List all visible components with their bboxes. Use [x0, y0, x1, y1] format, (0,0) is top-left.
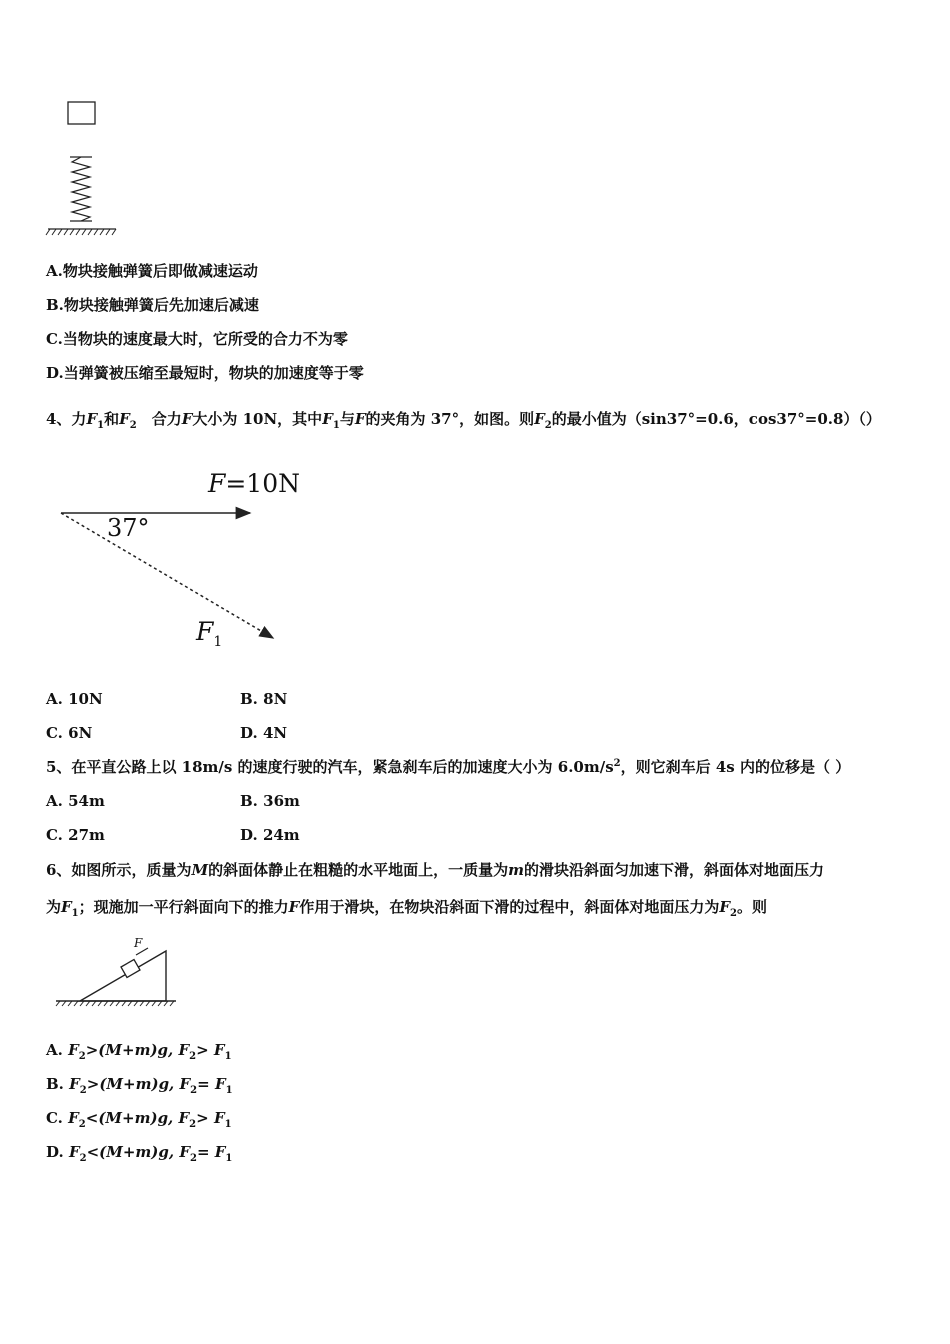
- option-text: >: [196, 1109, 214, 1127]
- symbol: m: [508, 861, 524, 879]
- subscript: 2: [544, 420, 552, 431]
- option-letter: B.: [46, 296, 64, 314]
- q4-option-c: [46, 723, 92, 743]
- symbol: F: [719, 898, 730, 916]
- symbol: F: [354, 410, 366, 428]
- stem-text: ；现施加一平行斜面向下的推力: [78, 898, 289, 916]
- subscript: 2: [78, 1051, 86, 1062]
- q4-option-b: [240, 689, 287, 709]
- symbol: F: [196, 617, 214, 646]
- q5-option-b: [240, 791, 300, 811]
- symbol: F: [213, 1041, 225, 1059]
- option-text: 6N: [68, 724, 93, 742]
- symbol: F: [119, 410, 130, 428]
- symbol: F: [214, 1143, 226, 1161]
- q6-option-d: [46, 1142, 232, 1162]
- option-letter: D.: [240, 724, 258, 742]
- stem-text: 的夹角为 37°，如图。则: [365, 410, 535, 428]
- q3-option-d: [46, 363, 364, 383]
- option-letter: D.: [240, 826, 258, 844]
- force-f1-label: [196, 617, 223, 650]
- subscript: 1: [332, 420, 340, 431]
- option-letter: C.: [46, 330, 63, 348]
- q6-option-a: [46, 1040, 232, 1060]
- value: =10N: [225, 469, 300, 498]
- spring-block-figure: [40, 95, 130, 240]
- symbol: F: [86, 410, 98, 428]
- stem-text: 为: [46, 898, 62, 916]
- force-f-label: [208, 469, 300, 498]
- option-text: 24m: [262, 826, 300, 844]
- option-text: 10N: [68, 690, 103, 708]
- q5-option-d: [240, 825, 300, 845]
- option-text: 8N: [263, 690, 288, 708]
- block: [68, 102, 95, 124]
- subscript: 1: [213, 634, 223, 650]
- symbol: F: [68, 1143, 80, 1161]
- option-letter: D.: [46, 1143, 64, 1161]
- subscript: 2: [729, 908, 737, 919]
- q6-option-b: [46, 1074, 233, 1094]
- q4-option-a: [46, 689, 103, 709]
- option-letter: C.: [46, 1109, 63, 1127]
- symbol: M: [191, 861, 209, 879]
- symbol: F: [68, 1109, 79, 1127]
- subscript: 2: [189, 1119, 197, 1130]
- subscript: 1: [71, 908, 79, 919]
- option-text: >: [196, 1041, 214, 1059]
- option-text: <(M+m)g,: [86, 1143, 180, 1161]
- symbol: F: [214, 1075, 226, 1093]
- option-text: 物块接触弹簧后即做减速运动: [62, 262, 258, 280]
- stem-text: 和: [104, 410, 120, 428]
- option-letter: B.: [46, 1075, 64, 1093]
- symbol: F: [213, 1109, 225, 1127]
- q6-option-c: [46, 1108, 232, 1128]
- option-letter: C.: [46, 826, 63, 844]
- stem-text: 的最小值为（sin37°=0.6，cos37°=0.8）（）: [551, 410, 881, 428]
- subscript: 2: [79, 1153, 87, 1164]
- option-text: 54m: [68, 792, 105, 810]
- stem-text: 合力: [136, 410, 182, 428]
- q3-option-a: [46, 261, 258, 281]
- subscript: 2: [129, 420, 137, 431]
- option-letter: A.: [46, 690, 63, 708]
- option-text: =: [196, 1143, 215, 1161]
- symbol: F: [178, 1109, 190, 1127]
- q6-stem-line2: [46, 897, 767, 917]
- symbol: F: [69, 1075, 80, 1093]
- option-text: 物块接触弹簧后先加速后减速: [63, 296, 259, 314]
- stem-text: 与: [339, 410, 355, 428]
- spring-coil: [72, 157, 90, 221]
- symbol: F: [179, 1143, 190, 1161]
- symbol: F: [534, 410, 545, 428]
- subscript: 2: [78, 1119, 86, 1130]
- stem-text: 。则: [736, 898, 767, 916]
- option-letter: D.: [46, 364, 64, 382]
- option-text: 当弹簧被压缩至最短时，物块的加速度等于零: [63, 364, 364, 382]
- subscript: 1: [225, 1085, 233, 1096]
- superscript: 2: [613, 758, 621, 769]
- subscript: 1: [224, 1051, 232, 1062]
- option-letter: C.: [46, 724, 63, 742]
- incline: [80, 951, 166, 1001]
- option-text: 36m: [263, 792, 300, 810]
- symbol: F: [178, 1041, 190, 1059]
- stem-text: 4、力: [46, 410, 87, 428]
- option-text: 4N: [262, 724, 288, 742]
- subscript: 2: [79, 1085, 87, 1096]
- subscript: 1: [97, 420, 105, 431]
- stem-text: 大小为 10N，其中: [192, 410, 323, 428]
- option-text: 当物块的速度最大时，它所受的合力不为零: [62, 330, 348, 348]
- q3-option-b: [46, 295, 259, 315]
- symbol: F: [179, 1075, 191, 1093]
- subscript: 2: [189, 1051, 197, 1062]
- symbol: F: [181, 410, 193, 428]
- stem-text: 6、如图所示，质量为: [46, 861, 192, 879]
- symbol: F: [68, 1041, 79, 1059]
- stem-text: 作用于滑块，在物块沿斜面下滑的过程中，斜面体对地面压力为: [299, 898, 720, 916]
- subscript: 2: [190, 1085, 198, 1096]
- symbol: F: [288, 898, 300, 916]
- option-text: 27m: [68, 826, 105, 844]
- q5-option-a: [46, 791, 105, 811]
- subscript: 1: [225, 1153, 233, 1164]
- option-text: <(M+m)g,: [85, 1109, 179, 1127]
- option-text: >(M+m)g,: [85, 1041, 179, 1059]
- option-letter: A.: [46, 1041, 63, 1059]
- push-force-label: F: [134, 936, 143, 950]
- stem-text: 的斜面体静止在粗糙的水平地面上，一质量为: [208, 861, 509, 879]
- option-letter: A.: [46, 792, 63, 810]
- stem-text: 5、在平直公路上以 18m/s 的速度行驶的汽车，紧急刹车后的加速度大小为 6.0m/s: [46, 758, 614, 776]
- option-text: =: [197, 1075, 215, 1093]
- q3-option-c: [46, 329, 348, 349]
- option-letter: B.: [240, 792, 258, 810]
- incline-figure: [50, 935, 185, 1010]
- force-f1-arrow: [61, 513, 273, 638]
- symbol: F: [208, 469, 226, 498]
- q6-stem-line1: [46, 860, 824, 880]
- option-letter: A.: [46, 262, 63, 280]
- q4-stem: [46, 409, 881, 429]
- symbol: F: [322, 410, 333, 428]
- subscript: 1: [224, 1119, 232, 1130]
- option-letter: B.: [240, 690, 258, 708]
- q4-option-d: [240, 723, 287, 743]
- symbol: F: [61, 898, 72, 916]
- q5-stem: [46, 757, 850, 777]
- q5-option-c: [46, 825, 105, 845]
- subscript: 2: [189, 1153, 197, 1164]
- option-text: >(M+m)g,: [86, 1075, 180, 1093]
- stem-text: ，则它刹车后 4s 内的位移是（ ）: [620, 758, 851, 776]
- angle-label: 37°: [107, 514, 150, 542]
- stem-text: 的滑块沿斜面匀加速下滑，斜面体对地面压力: [523, 861, 824, 879]
